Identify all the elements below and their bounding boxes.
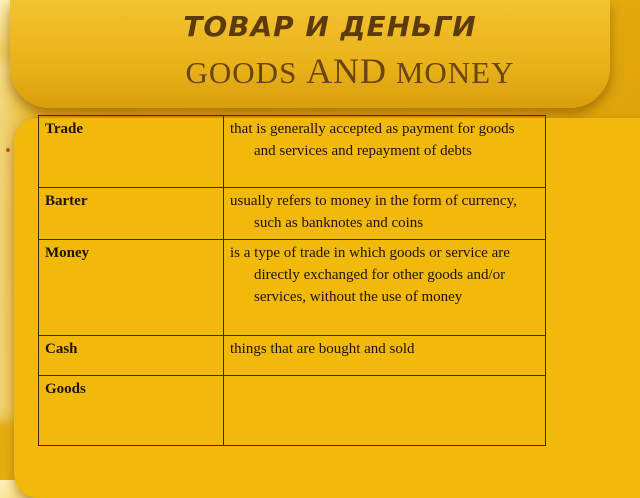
term-cell: Money (39, 240, 224, 336)
definition-cell (224, 336, 546, 376)
definition-text: usually refers to money in the form of currency, such as banknotes and coins (230, 193, 517, 231)
table-row (39, 116, 546, 188)
definition-cell (224, 240, 546, 336)
title-english-money: MONEY (395, 55, 515, 90)
glossary-table (38, 115, 546, 446)
definition-text: that is generally accepted as payment for goods and services and repayment of debts (230, 121, 515, 159)
term-cell: Barter (39, 188, 224, 240)
term-cell: Goods (39, 376, 224, 446)
definition-cell (224, 376, 546, 446)
term-cell: Cash (39, 336, 224, 376)
definition-cell (224, 188, 546, 240)
definition-cell (224, 116, 546, 188)
table-row (39, 240, 546, 336)
title-panel (10, 0, 610, 108)
definition-text: things that are bought and sold (230, 341, 415, 357)
title-russian: ТОВАР И ДЕНЬГИ (183, 10, 477, 43)
title-english-goods: GOODS (185, 55, 298, 90)
bullet-dot (6, 148, 10, 152)
definition-text: is a type of trade in which goods or service are directly exchanged for other goods and/or services, without the use of money (230, 245, 510, 305)
title-english-and: AND (306, 51, 388, 91)
title-english (10, 50, 610, 92)
term-cell: Trade (39, 116, 224, 188)
table-row (39, 336, 546, 376)
table-row (39, 188, 546, 240)
table-row (39, 376, 546, 446)
